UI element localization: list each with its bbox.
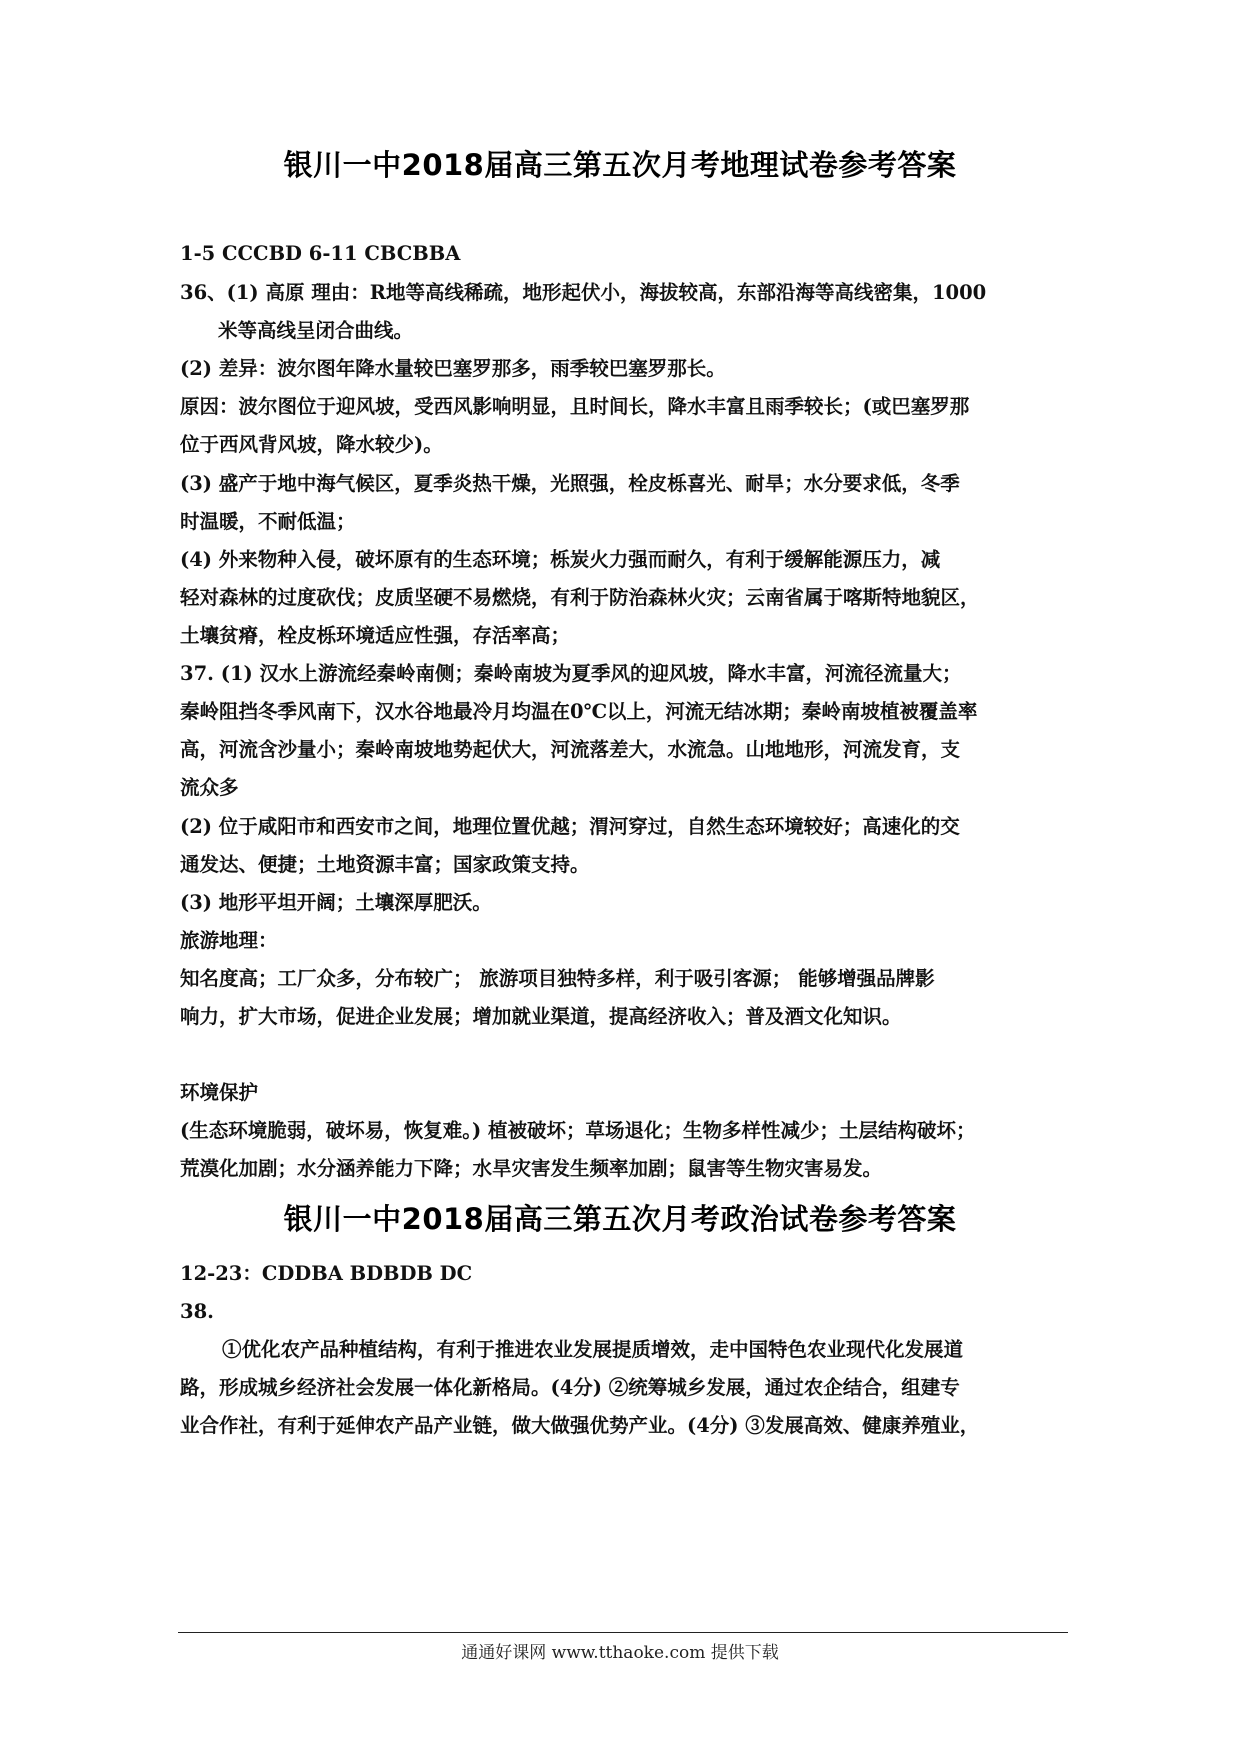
geo-environment-line1: (生态环境脆弱，破坏易，恢复难。) 植被破坏；草场退化；生物多样性减少；土层结构破坏；: [180, 1119, 976, 1142]
geo-q36-2-line2: 原因：波尔图位于迎风坡，受西风影响明显，且时间长，降水丰富且雨季较长；(或巴塞罗那: [180, 395, 970, 418]
footer-divider: [178, 1632, 1068, 1633]
geo-q36-1-line2: 米等高线呈闭合曲线。: [218, 319, 414, 342]
pol-q38-line1: ①优化农产品种植结构，有利于推进农业发展提质增效，走中国特色农业现代化发展道: [222, 1338, 964, 1361]
footer-source: 通通好课网 www.tthaoke.com 提供下载: [461, 1643, 779, 1663]
geo-q37-1-line2: 秦岭阻挡冬季风南下，汉水谷地最冷月均温在0℃以上，河流无结冰期；秦岭南坡植被覆盖率: [180, 700, 978, 723]
pol-mc-answers: 12-23：CDDBA BDBDB DC: [180, 1262, 473, 1285]
geo-q37-2-line1: (2) 位于咸阳市和西安市之间，地理位置优越；渭河穿过，自然生态环境较好；高速化的交: [180, 815, 960, 838]
geo-q36-4-line2: 轻对森林的过度砍伐；皮质坚硬不易燃烧，有利于防治森林火灾；云南省属于喀斯特地貌区，: [180, 586, 980, 609]
geo-q36-4-line1: (4) 外来物种入侵，破坏原有的生态环境；栎炭火力强而耐久，有利于缓解能源压力，减: [180, 548, 941, 571]
geo-tourism-line2: 响力，扩大市场，促进企业发展；增加就业渠道，提高经济收入；普及酒文化知识。: [180, 1005, 902, 1028]
geo-q36-3-line1: (3) 盛产于地中海气候区，夏季炎热干燥，光照强，栓皮栎喜光、耐旱；水分要求低，冬季: [180, 472, 960, 495]
geo-q37-3-line: (3) 地形平坦开阔；土壤深厚肥沃。: [180, 891, 492, 914]
geo-q37-1-line3: 高，河流含沙量小；秦岭南坡地势起伏大，河流落差大，水流急。山地地形，河流发育，支: [180, 738, 961, 761]
geo-q36-1-line1: 36、(1) 高原 理由：R地等高线稀疏，地形起伏小，海拔较高，东部沿海等高线密集，1000: [180, 281, 987, 304]
geo-tourism-line1: 知名度高；工厂众多，分布较广； 旅游项目独特多样，利于吸引客源； 能够增强品牌影: [180, 967, 935, 990]
geo-environment-heading: 环境保护: [180, 1081, 259, 1104]
geo-q37-1-line1: 37. (1) 汉水上游流经秦岭南侧；秦岭南坡为夏季风的迎风坡，降水丰富，河流径流量大；: [180, 662, 962, 685]
pol-q38-line2: 路，形成城乡经济社会发展一体化新格局。(4分) ②统筹城乡发展，通过农企结合，组建专: [180, 1376, 960, 1399]
geo-q36-4-line3: 土壤贫瘠，栓皮栎环境适应性强，存活率高；: [180, 624, 571, 647]
geo-q36-2-line1: (2) 差异：波尔图年降水量较巴塞罗那多，雨季较巴塞罗那长。: [180, 357, 726, 380]
geo-tourism-heading: 旅游地理：: [180, 929, 278, 952]
geography-answer-title: 银川一中2018届高三第五次月考地理试卷参考答案: [283, 148, 957, 182]
pol-q38-line3: 业合作社，有利于延伸农产品产业链，做大做强优势产业。(4分) ③发展高效、健康养殖业，: [180, 1414, 980, 1437]
politics-answer-title: 银川一中2018届高三第五次月考政治试卷参考答案: [283, 1202, 957, 1236]
geo-q36-2-line3: 位于西风背风坡，降水较少)。: [180, 433, 443, 456]
pol-q38-label: 38.: [180, 1300, 214, 1323]
geo-environment-line2: 荒漠化加剧；水分涵养能力下降；水旱灾害发生频率加剧；鼠害等生物灾害易发。: [180, 1157, 883, 1180]
geo-q37-2-line2: 通发达、便捷；土地资源丰富；国家政策支持。: [180, 853, 590, 876]
geo-q36-3-line2: 时温暖，不耐低温；: [180, 510, 356, 533]
geo-q37-1-line4: 流众多: [180, 776, 239, 799]
geo-mc-answers: 1-5 CCCBD 6-11 CBCBBA: [180, 242, 461, 265]
